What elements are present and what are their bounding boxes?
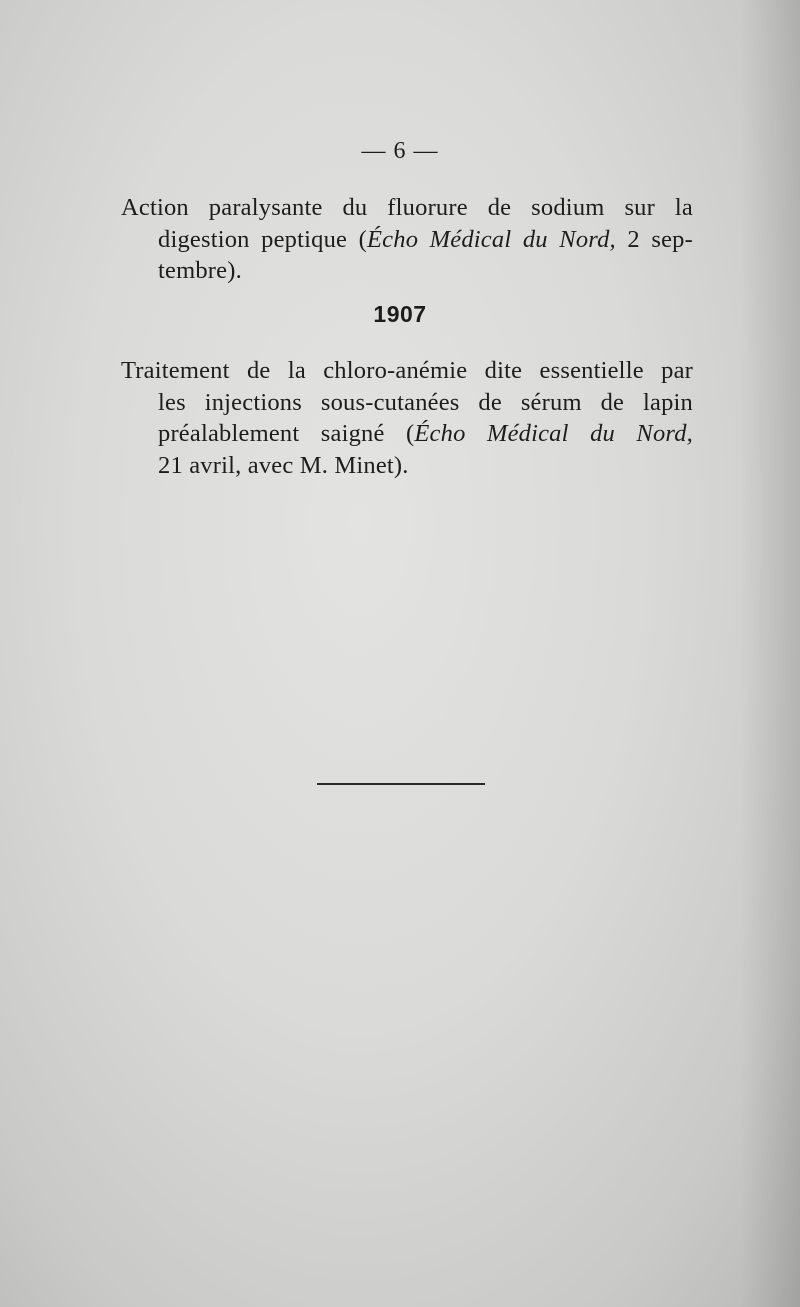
page-number: — 6 — [361,138,439,164]
section-end-rule [317,783,485,785]
year-heading: 1907 [373,301,427,327]
bibliography-entry [121,192,693,287]
entry-text: digestion peptique ( [158,225,367,253]
entry-line [121,418,693,450]
entry-line: Traitement de la chloro-anémie dite essentielle par [121,357,693,384]
journal-title: Écho Médical du Nord, [367,225,616,253]
entry-line: les injections sous-cutanées de sérum de lapin [158,388,693,416]
bibliography-entry [121,355,693,481]
entry-line: 21 avril, avec M. Minet). [158,451,409,479]
entry-text: 2 sep- [615,225,693,253]
journal-title: Écho Médical du Nord, [414,420,694,447]
entry-line [121,224,693,256]
entry-text: préalablement saigné ( [158,420,415,447]
entry-line: Action paralysante du fluorure de sodium sur la [121,194,693,221]
entry-line: tembre). [158,257,242,284]
